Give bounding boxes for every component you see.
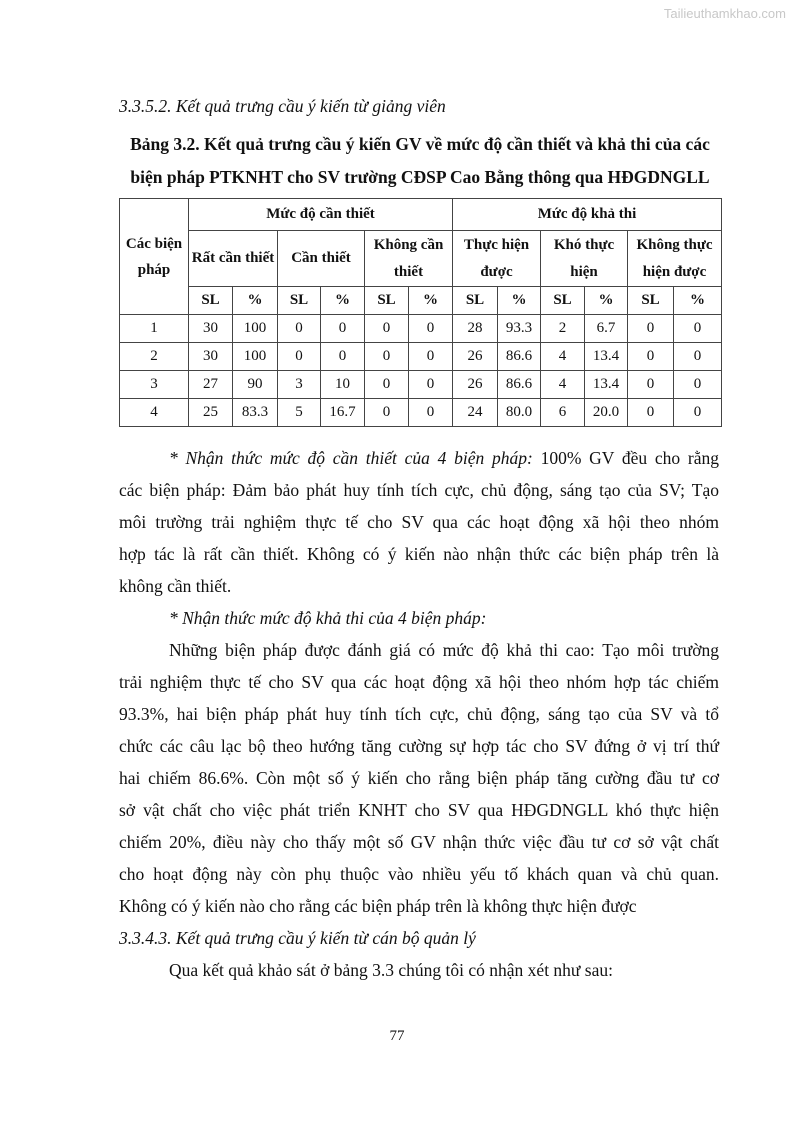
table-cell: 3 xyxy=(278,371,321,399)
subgroup-header: Khó thực hiện xyxy=(541,231,628,287)
table-cell: 4 xyxy=(541,343,585,371)
table-cell: 0 xyxy=(365,399,409,427)
paragraph-line: các biện pháp: Đảm bảo phát huy tính tích cực, chủ động, sáng tạo của SV; Tạo xyxy=(119,480,719,500)
table-cell: 6 xyxy=(541,399,585,427)
table-cell: 16.7 xyxy=(321,399,365,427)
table-caption-line: biện pháp PTKNHT cho SV trường CĐSP Cao Bằng thông qua HĐGDNGLL xyxy=(130,167,710,187)
table-cell: 86.6 xyxy=(498,371,541,399)
table-cell: 3 xyxy=(120,371,189,399)
table-cell: 100 xyxy=(233,315,278,343)
paragraph-line xyxy=(119,448,719,468)
table-cell: 25 xyxy=(189,399,233,427)
paragraph-line: môi trường trải nghiệm thực tế cho SV qua các hoạt động xã hội theo nhóm xyxy=(119,512,719,532)
table-cell: 0 xyxy=(674,399,722,427)
table-cell: 24 xyxy=(453,399,498,427)
unit-header: SL xyxy=(189,287,233,315)
paragraph-line: chiếm 20%, điều này cho thấy một số GV nhận thức việc đầu tư cơ sở vật chất xyxy=(119,832,719,852)
paragraph-line: Không có ý kiến nào cho rằng các biện pháp trên là không thực hiện được xyxy=(119,896,637,916)
paragraph-text: 100% GV đều cho rằng xyxy=(532,448,719,468)
table-cell: 0 xyxy=(278,343,321,371)
unit-header: % xyxy=(674,287,722,315)
table-cell: 13.4 xyxy=(585,371,628,399)
table-cell: 28 xyxy=(453,315,498,343)
table-cell: 0 xyxy=(278,315,321,343)
results-table xyxy=(119,198,722,427)
paragraph-line: hai chiếm 86.6%. Còn một số ý kiến cho rằng biện pháp tăng cường đầu tư cơ xyxy=(119,768,719,788)
paragraph-label: * Nhận thức mức độ cần thiết của 4 biện pháp: xyxy=(169,448,533,468)
table-cell: 0 xyxy=(628,343,674,371)
table-cell: 0 xyxy=(321,315,365,343)
subgroup-header: Cần thiết xyxy=(278,231,365,287)
table-row xyxy=(120,371,722,399)
paragraph-line: Qua kết quả khảo sát ở bảng 3.3 chúng tôi có nhận xét như sau: xyxy=(169,960,613,980)
table-cell: 6.7 xyxy=(585,315,628,343)
table-row xyxy=(120,399,722,427)
paragraph-line: hợp tác là rất cần thiết. Không có ý kiến nào nhận thức các biện pháp trên là xyxy=(119,544,719,564)
table-cell: 13.4 xyxy=(585,343,628,371)
unit-header: % xyxy=(233,287,278,315)
table-cell: 0 xyxy=(674,343,722,371)
unit-header: SL xyxy=(628,287,674,315)
table-cell: 0 xyxy=(365,315,409,343)
subgroup-header: Không thực hiện được xyxy=(628,231,722,287)
table-cell: 83.3 xyxy=(233,399,278,427)
table-cell: 0 xyxy=(409,315,453,343)
paragraph-line: chức các câu lạc bộ theo hướng tăng cường sự hợp tác cho SV đứng ở vị trí thứ xyxy=(119,736,719,756)
paragraph-line: trải nghiệm thực tế cho SV qua các hoạt động xã hội theo nhóm hợp tác chiếm xyxy=(119,672,719,692)
paragraph-line: Những biện pháp được đánh giá có mức độ khả thi cao: Tạo môi trường xyxy=(169,640,719,660)
subgroup-header: Rất cần thiết xyxy=(189,231,278,287)
section-heading: 3.3.5.2. Kết quả trưng cầu ý kiến từ giảng viên xyxy=(119,96,446,116)
group-header: Mức độ khả thi xyxy=(453,199,722,231)
table-cell: 0 xyxy=(409,371,453,399)
table-cell: 20.0 xyxy=(585,399,628,427)
unit-header: SL xyxy=(453,287,498,315)
table-cell: 30 xyxy=(189,343,233,371)
table-cell: 90 xyxy=(233,371,278,399)
table-cell: 1 xyxy=(120,315,189,343)
row-header: Các biện pháp xyxy=(120,199,189,315)
group-header: Mức độ cần thiết xyxy=(189,199,453,231)
paragraph-label: * Nhận thức mức độ khả thi của 4 biện pháp: xyxy=(169,608,487,628)
table-cell: 10 xyxy=(321,371,365,399)
table-cell: 26 xyxy=(453,371,498,399)
unit-header: % xyxy=(409,287,453,315)
unit-header: % xyxy=(498,287,541,315)
table-cell: 0 xyxy=(628,315,674,343)
table-row xyxy=(120,315,722,343)
table-cell: 0 xyxy=(409,343,453,371)
table-cell: 100 xyxy=(233,343,278,371)
table-cell: 0 xyxy=(674,371,722,399)
unit-header: SL xyxy=(278,287,321,315)
table-cell: 4 xyxy=(541,371,585,399)
table-cell: 0 xyxy=(365,371,409,399)
table-cell: 27 xyxy=(189,371,233,399)
section-heading: 3.3.4.3. Kết quả trưng cầu ý kiến từ cán bộ quản lý xyxy=(119,928,476,948)
table-cell: 93.3 xyxy=(498,315,541,343)
unit-header: SL xyxy=(541,287,585,315)
paragraph-line: cho hoạt động này còn phụ thuộc vào nhiều yếu tố khách quan và chủ quan. xyxy=(119,864,719,884)
unit-header: SL xyxy=(365,287,409,315)
table-caption-line: Bảng 3.2. Kết quả trưng cầu ý kiến GV về mức độ cần thiết và khả thi của các xyxy=(130,134,710,154)
table-cell: 0 xyxy=(674,315,722,343)
table-cell: 86.6 xyxy=(498,343,541,371)
subgroup-header: Thực hiện được xyxy=(453,231,541,287)
table-cell: 0 xyxy=(321,343,365,371)
unit-header: % xyxy=(321,287,365,315)
watermark: Tailieuthamkhao.com xyxy=(663,6,786,21)
table-cell: 0 xyxy=(628,399,674,427)
paragraph-line: sở vật chất cho việc phát triển KNHT cho SV qua HĐGDNGLL khó thực hiện xyxy=(119,800,719,820)
table-cell: 30 xyxy=(189,315,233,343)
table-cell: 80.0 xyxy=(498,399,541,427)
unit-header: % xyxy=(585,287,628,315)
table-cell: 4 xyxy=(120,399,189,427)
table-cell: 5 xyxy=(278,399,321,427)
table-cell: 26 xyxy=(453,343,498,371)
table-cell: 2 xyxy=(120,343,189,371)
subgroup-header: Không cần thiết xyxy=(365,231,453,287)
table-cell: 0 xyxy=(409,399,453,427)
page-number: 77 xyxy=(389,1028,405,1044)
table-cell: 0 xyxy=(628,371,674,399)
paragraph-line: không cần thiết. xyxy=(119,576,232,596)
table-cell: 0 xyxy=(365,343,409,371)
table-cell: 2 xyxy=(541,315,585,343)
paragraph-line: 93.3%, hai biện pháp phát huy tính tích cực, chủ động, sáng tạo của SV và tổ xyxy=(119,704,719,724)
table-row xyxy=(120,343,722,371)
